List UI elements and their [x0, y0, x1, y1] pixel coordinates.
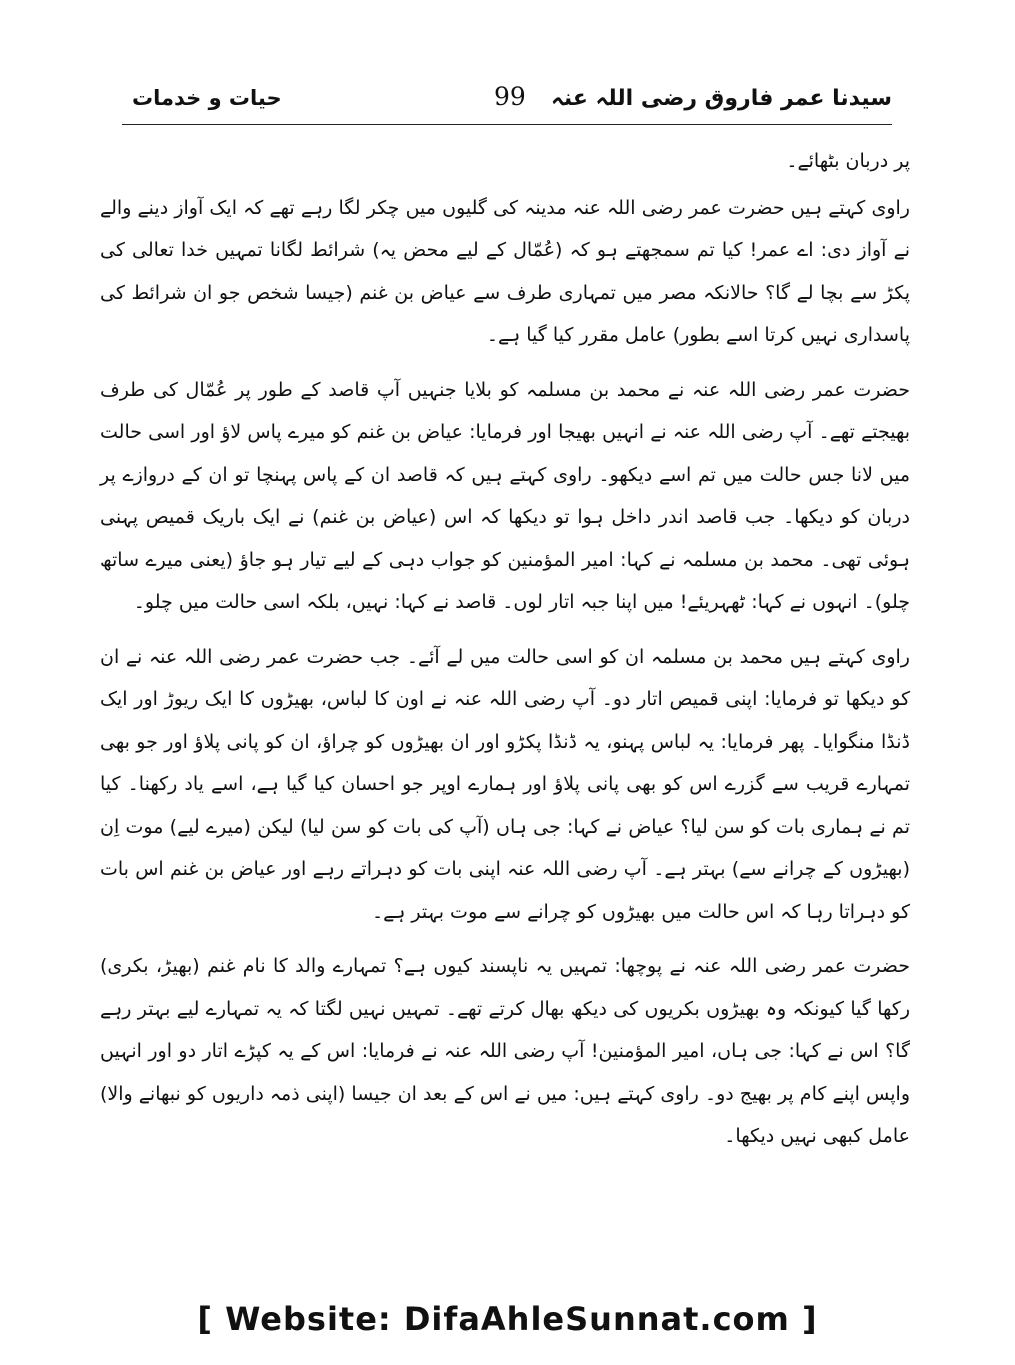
section-title: حیات و خدمات — [132, 86, 282, 110]
paragraph: حضرت عمر رضی اللہ عنہ نے پوچھا: تمہیں یہ ناپسند کیوں ہے؟ تمہارے والد کا نام غنم (بھیڑ، بکری) رکھا گیا کیونکہ وہ بھیڑوں بکریوں کی دیکھ بھال کرتے تھے۔ تمہیں نہیں لگتا کہ یہ تمہارے لیے بہتر رہے گا؟ اس نے کہا: جی ہاں، امیر المؤمنین! آپ رضی اللہ عنہ نے فرمایا: اس کے یہ کپڑے اتار دو اور انہیں واپس اپنے کام پر بھیج دو۔ راوی کہتے ہیں: میں نے اس کے بعد ان جیسا (اپنی ذمہ داریوں کو نبھانے والا) عامل کبھی نہیں دیکھا۔ — [100, 955, 910, 1147]
page-header — [122, 82, 892, 122]
book-title: سیدنا عمر فاروق رضی اللہ عنہ — [550, 86, 892, 111]
header-divider — [122, 124, 892, 125]
page-body — [100, 140, 910, 1170]
paragraph: راوی کہتے ہیں محمد بن مسلمہ ان کو اسی حالت میں لے آئے۔ جب حضرت عمر رضی اللہ عنہ نے ان کو دیکھا تو فرمایا: اپنی قمیص اتار دو۔ آپ رضی اللہ عنہ نے اون کا لباس، بھیڑوں کا ایک ریوڑ اور ایک ڈنڈا منگوایا۔ پھر فرمایا: یہ لباس پہنو، یہ ڈنڈا پکڑو اور ان بھیڑوں کو چراؤ، ان کو پانی پلاؤ اور جو بھی تمہارے قریب سے گزرے اس کو بھی پانی پلاؤ اور ہمارے اوپر جو احسان کیا گیا ہے، اسے یاد رکھنا۔ کیا تم نے ہماری بات کو سن لیا؟ عیاض نے کہا: جی ہاں (آپ کی بات کو سن لیا) لیکن (میرے لیے) موت اِن (بھیڑوں کے چرانے سے) بہتر ہے۔ آپ رضی اللہ عنہ اپنی بات کو دہراتے رہے اور عیاض بن غنم اس بات کو دہراتا رہا کہ اس حالت میں بھیڑوں کو چرانے سے موت بہتر ہے۔ — [100, 645, 910, 923]
paragraph: پر دربان بٹھائے۔ — [786, 150, 910, 172]
paragraph: حضرت عمر رضی اللہ عنہ نے محمد بن مسلمہ کو بلایا جنہیں آپ قاصد کے طور پر عُمّال کی طرف بھیجتے تھے۔ آپ رضی اللہ عنہ نے انہیں بھیجا اور فرمایا: عیاض بن غنم کو میرے پاس لاؤ اور اسی حالت میں لانا جس حالت میں تم اسے دیکھو۔ راوی کہتے ہیں کہ قاصد ان کے پاس پہنچا تو ان کے دروازے پر دربان کو دیکھا۔ جب قاصد اندر داخل ہوا تو دیکھا کہ اس (عیاض بن غنم) نے ایک باریک قمیص پہنی ہوئی تھی۔ محمد بن مسلمہ نے کہا: امیر المؤمنین کو جواب دہی کے لیے تیار ہو جاؤ (یعنی میرے ساتھ چلو)۔ انہوں نے کہا: ٹھہریئے! میں اپنا جبہ اتار لوں۔ قاصد نے کہا: نہیں، بلکہ اسی حالت میں چلو۔ — [100, 378, 910, 613]
page-number: 99 — [494, 82, 526, 111]
paragraph: راوی کہتے ہیں حضرت عمر رضی اللہ عنہ مدینہ کی گلیوں میں چکر لگا رہے تھے کہ ایک آواز دینے والے نے آواز دی: اے عمر! کیا تم سمجھتے ہو کہ (عُمّال کے لیے محض یہ) شرائط لگانا تمہیں خدا تعالی کی پکڑ سے بچا لے گا؟ حالانکہ مصر میں تمہاری طرف سے عیاض بن غنم (جیسا شخص جو ان شرائط کی پاسداری نہیں کرتا اسے بطور) عامل مقرر کیا گیا ہے۔ — [100, 196, 910, 346]
website-footer: [ Website: DifaAhleSunnat.com ] — [197, 1300, 818, 1338]
